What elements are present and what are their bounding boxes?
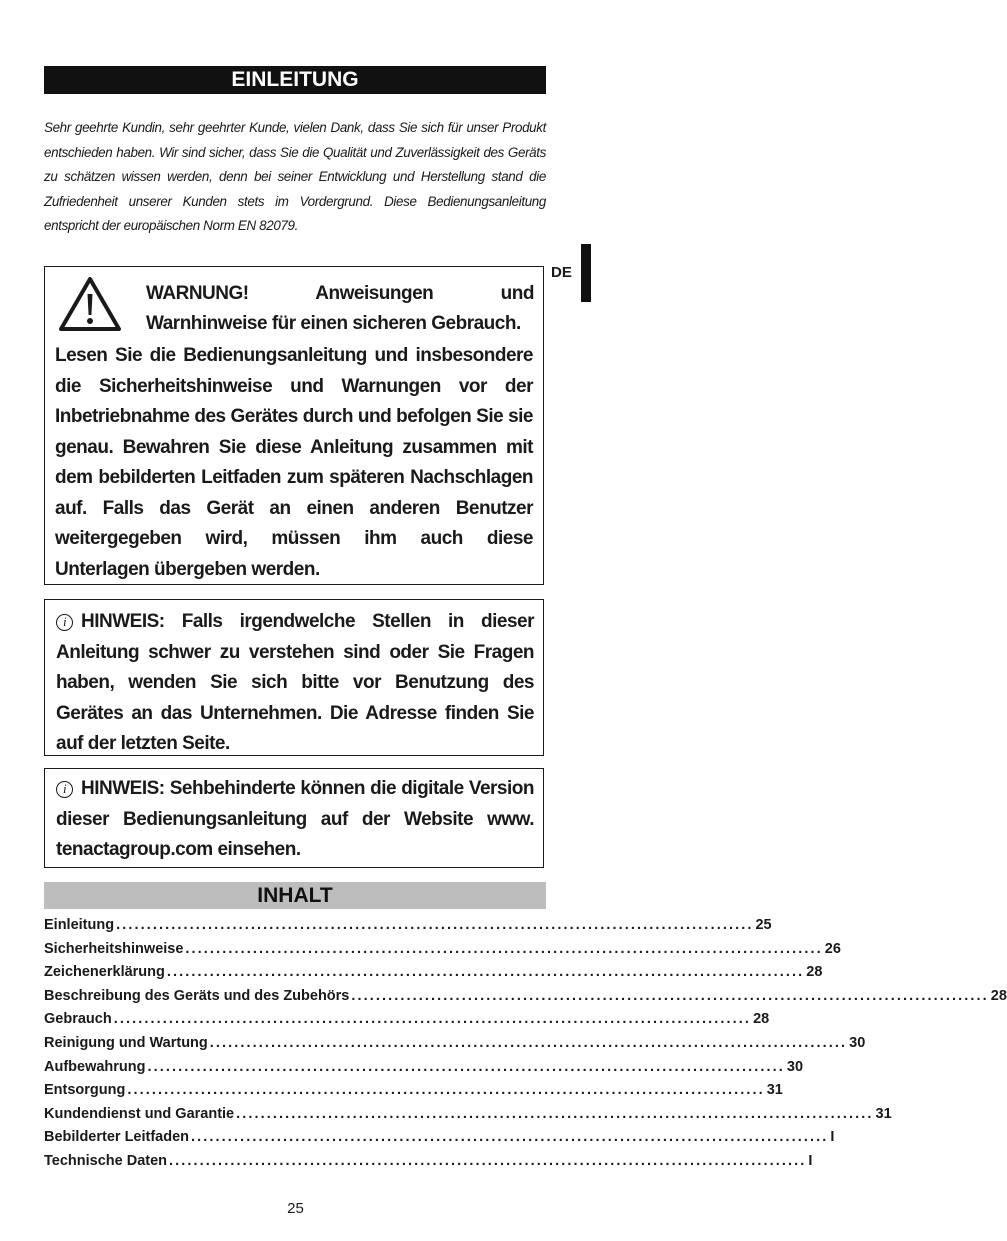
warning-title: WARNUNG! Anweisungen und Warnhinweise für einen sicheren Gebrauch. [146,283,534,334]
toc-entry[interactable] [44,961,823,985]
toc-entry-label: Entsorgung [44,1082,126,1099]
toc-entry-page: 28 [806,964,823,981]
section-title-inhalt: INHALT [44,882,546,909]
toc-entry[interactable] [44,1150,813,1174]
toc-entry-label: Kundendienst und Garantie [44,1105,235,1122]
toc-entry-label: Sicherheitshinweise [44,940,184,957]
toc-entry-label: Reinigung und Wartung [44,1034,208,1051]
toc-leader-dots: ........................................................................................................ [191,1129,829,1146]
warning-triangle-icon [58,275,122,333]
toc-leader-dots: ........................................................................................................ [209,1034,848,1051]
toc-leader-dots: ........................................................................................................ [185,940,823,957]
note-paragraph [56,774,534,866]
note-box-digital-version [44,768,544,868]
note-text: HINWEIS: Sehbehinderte können die digitale Version dieser Bedienungsanleitung auf der Website www. tenactagroup.com einsehen. [56,778,534,860]
toc-entry-label: Zeichenerklärung [44,964,165,981]
table-of-contents [44,914,1007,1174]
note-text: HINWEIS: Falls irgendwelche Stellen in dieser Anleitung schwer zu verstehen sind oder Sie Fragen haben, wenden Sie sich bitte vor Benutzung des Gerätes an das Unternehmen. Die Adresse finden Sie auf der letzten Seite. [56,611,534,754]
toc-leader-dots: ........................................................................................................ [116,917,754,933]
note-box-questions [44,599,544,756]
toc-entry-page: 31 [766,1082,783,1099]
toc-entry-label: Technische Daten [44,1152,168,1169]
toc-entry[interactable] [44,938,841,962]
toc-entry-page: 28 [753,1011,770,1028]
section-title-einleitung: EINLEITUNG [44,66,546,94]
toc-entry[interactable] [44,985,1007,1009]
toc-entry[interactable] [44,1103,892,1127]
toc-entry-page: I [830,1129,835,1146]
language-tab-label: DE [551,264,572,281]
toc-leader-dots: ........................................................................................................ [351,987,989,1004]
toc-entry[interactable] [44,1056,804,1080]
toc-leader-dots: ........................................................................................................ [236,1105,874,1122]
toc-entry-page: 26 [824,940,841,957]
toc-entry[interactable] [44,1008,770,1032]
toc-entry-page: 28 [990,987,1007,1004]
toc-entry-label: Bebilderter Leitfaden [44,1129,190,1146]
toc-entry-label: Aufbewahrung [44,1058,146,1075]
toc-leader-dots: ........................................................................................................ [127,1082,765,1099]
toc-entry-page: 31 [875,1105,892,1122]
toc-entry-label: Beschreibung des Geräts und des Zubehörs [44,987,350,1004]
toc-entry-label: Gebrauch [44,1011,112,1028]
toc-leader-dots: ........................................................................................................ [166,964,805,981]
warning-body: Lesen Sie die Bedienungsanleitung und insbesondere die Sicherheitshinweise und Warnungen vor der Inbetriebnahme des Gerätes durch und befolgen Sie sie genau. Bewahren Sie diese Anleitung zusammen mit dem bebilderten Leitfaden zum späteren Nachschlagen auf. Falls das Gerät an einen anderen Benutzer weitergegeben wird, müssen ihm auch diese Unterlagen übergeben werden. [55,345,533,580]
page-number: 25 [287,1200,304,1217]
toc-entry[interactable] [44,914,772,938]
warning-box [44,266,544,585]
note-paragraph [56,607,534,760]
language-tab-marker [581,244,591,302]
toc-leader-dots: ........................................................................................................ [169,1152,807,1169]
intro-paragraph: Sehr geehrte Kundin, sehr geehrter Kunde, vielen Dank, dass Sie sich für unser Produkt entschieden haben. Wir sind sicher, dass Sie die Qualität und Zuverlässigkeit des Geräts zu schätzen wissen werden, denn bei seiner Entwicklung und Herstellung stand die Zufriedenheit unserer Kunden stets im Vordergrund. Diese Bedienungsanleitung entspricht der europäischen Norm EN 82079. [44,120,546,234]
toc-entry-page: 25 [755,917,772,933]
toc-entry-page: 30 [786,1058,804,1075]
toc-entry[interactable] [44,1126,835,1150]
toc-leader-dots: ........................................................................................................ [113,1011,752,1028]
info-icon: i [56,614,73,631]
toc-entry-page: 30 [849,1034,866,1051]
info-icon: i [56,781,73,798]
toc-entry[interactable] [44,1079,783,1103]
toc-entry-page: I [808,1152,813,1169]
toc-entry-label: Einleitung [44,917,115,933]
toc-entry[interactable] [44,1032,866,1056]
toc-leader-dots: ........................................................................................................ [147,1058,785,1075]
